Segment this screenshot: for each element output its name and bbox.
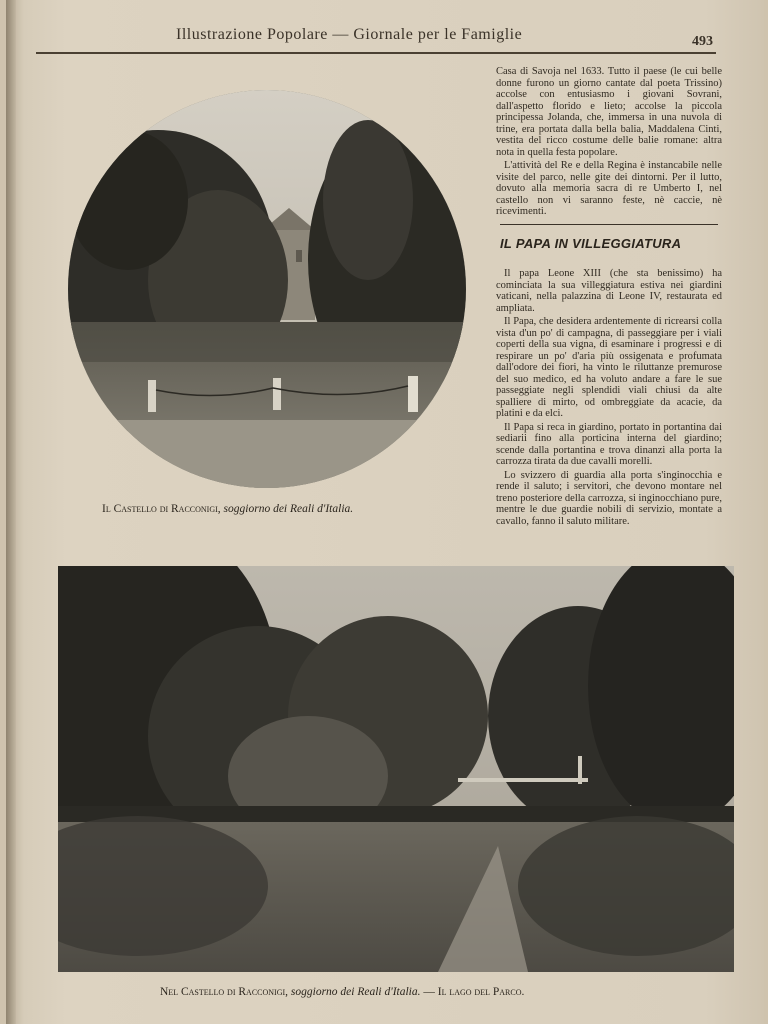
magazine-page xyxy=(6,0,764,1024)
section-rule xyxy=(500,224,718,225)
page-number: 493 xyxy=(692,34,713,49)
article-column-papa xyxy=(496,268,722,529)
paragraph: L'attività del Re e della Regina è instancabile nelle visite del parco, nelle gite dei dintorni. Per il lutto, dovuto alla memoria sacra di re Umberto I, nel castello non vi saranno feste, nè caccie, nè ricevimenti. xyxy=(496,160,722,217)
book-spine xyxy=(6,0,16,1024)
paragraph: Il papa Leone XIII (che sta benissimo) ha cominciata la sua villeggiatura estiva nei giardini vaticani, nella palazzina di Leone IV, restaurata ed ampliata. xyxy=(496,268,722,314)
article-column-top xyxy=(496,66,722,220)
top-photo-caption xyxy=(102,503,462,515)
castle-photo-image xyxy=(68,90,466,488)
top-caption-italic: soggiorno dei Reali d'Italia. xyxy=(223,503,354,515)
section-title: IL PAPA IN VILLEGGIATURA xyxy=(500,236,682,251)
top-caption-prefix: Il Castello di Racconigi, xyxy=(102,503,221,515)
bottom-caption-prefix: Nel Castello di Racconigi, xyxy=(160,986,289,998)
lake-photo xyxy=(58,566,734,972)
paragraph: Casa di Savoja nel 1633. Tutto il paese (le cui belle donne furono un giorno cantate dal poeta Trissino) accolse con entusiasmo i giovani Sovrani, dall'aspetto florido e lieto; accolse la piccola principessa Jolanda, che, immersa in una nuvola di trine, era portata dalla bella balia, Maddalena Cinti, vestita del ricco costume delle balie romane: altra nota in quella festa popolare. xyxy=(496,66,722,158)
paragraph: Il Papa, che desidera ardentemente di ricrearsi colla vista d'un po' di campagna, di passeggiare per i viali coperti della sua vigna, di esaminare i progressi e di respirare un po' d'aria più ossigenata e profumata dall'odore dei fiori, ha vinto le riluttanze premurose del suo medico, ed ha voluto andare a fare le sue passeggiate negli splendidi viali chiusi da alte spalliere di mirto, od ombreggiate da acacie, da platini e da elci. xyxy=(496,316,722,419)
header-rule xyxy=(36,52,716,54)
bottom-photo-caption xyxy=(160,986,680,998)
castle-photo-oval xyxy=(68,90,466,488)
bottom-caption-italic: soggiorno dei Reali d'Italia. xyxy=(290,986,421,998)
paragraph: Il Papa si reca in giardino, portato in portantina dai sediarii fino alla porticina interna del giardino; scende dalla portantina e trova dinanzi alla porta la carrozza tirata da due cavalli morelli. xyxy=(496,421,722,467)
page-header-title: Illustrazione Popolare — Giornale per le Famiglie xyxy=(176,26,523,43)
paragraph: Lo svizzero di guardia alla porta s'inginocchia e rende il saluto; i servitori, che devono montare nel treno posteriore della carrozza, si inginocchiano pure, mentre le due guardie nobili di servizio, montate a cavallo, fanno il saluto militare. xyxy=(496,469,722,527)
lake-photo-image xyxy=(58,566,734,972)
bottom-caption-suffix: — Il lago del Parco. xyxy=(423,986,525,998)
